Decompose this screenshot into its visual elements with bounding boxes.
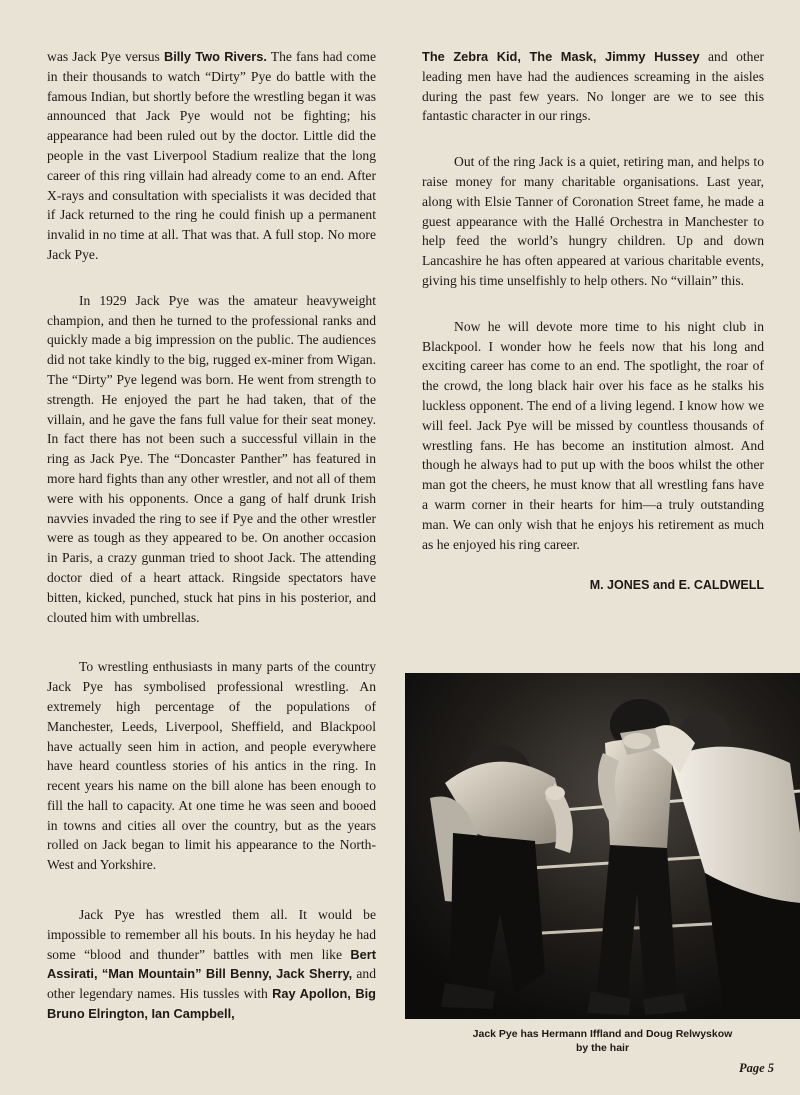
wrestling-photo [405, 673, 800, 1019]
article-paragraph-3: To wrestling enthusiasts in many parts of the country Jack Pye has symbolised professional wrestling. An extremely high percentage of the populations of Manchester, Leeds, Liverpool, Sheffield, and Blackpool have actually seen him in action, and people everywhere have heard countless stories of his antics in the ring. In recent years his name on the bill alone has been enough to fill the hall to capacity. At one time he was seen and booed in towns and cities all over the country, but as the years rolled on Jack began to limit his appearance to the North-West and Yorkshire. [47, 659, 376, 873]
photo-caption-line-2: by the hair [575, 1042, 630, 1054]
bold-name-text: Ray Apollon, Big Bruno Elrington, Ian Campbell, [47, 986, 376, 1022]
bold-name-text: The Zebra Kid, The Mask, Jimmy Hussey [422, 49, 700, 64]
article-paragraph-1: was Jack Pye versus Billy Two Rivers. The fans had come in their thousands to watch “Dirty” Pye do battle with the famous Indian, but shortly before the wrestling began it was announced that Jack Pye would not be fighting; his appearance had been ruled out by the doctor. Little did the people in the vast Liverpool Stadium realize that the long career of this ring villain had already come to an end. After X-rays and consultation with specialists it was decided that if Jack returned to the ring he could finish up a permanent invalid in no time at all. That was that. A full stop. No more Jack Pye. [47, 49, 376, 262]
left-column [47, 47, 376, 1024]
wrestling-photo-illustration [405, 673, 800, 1019]
photo-caption-line-1: Jack Pye has Hermann Iffland and Doug Relwyskow [472, 1028, 733, 1040]
article-paragraph-7: Now he will devote more time to his night club in Blackpool. I wonder how he feels now that his long and exciting career has come to an end. The spotlight, the roar of the crowd, the long black hair over his face as he stalks his luckless opponent. The end of a living legend. I know how we will feel. Jack Pye will be missed by countless thousands of wrestling fans. He has become an institution almost. And though he always had to put up with the boos whilst the other man got the cheers, he must know that all wrestling fans have a warm corner in their hearts for him—a truly outstanding man. We can only wish that he enjoys his retirement as much as he enjoyed his ring career. [422, 318, 764, 552]
page-number: Page 5 [738, 1061, 774, 1075]
article-paragraph-6: Out of the ring Jack is a quiet, retiring man, and helps to raise money for many charitable organisations. Last year, along with Elsie Tanner of Coronation Street fame, he made a guest appearance with the Hallé Orchestra in Manchester to help feed the world’s hungry children. Up and down Lancashire he has often appeared at various charitable events, giving his time unselfishly to help others. No “villain” this. [422, 154, 764, 288]
article-paragraph-2: In 1929 Jack Pye was the amateur heavyweight champion, and then he turned to the professional ranks and quickly made a big impression on the public. The audiences did not take kindly to the big, rugged ex-miner from Wigan. The “Dirty” Pye legend was born. He went from strength to strength. He enjoyed the part he had taken, that of the villain, and he gave the fans full value for their seat money. In fact there has not been such a successful villain in the ring as Jack Pye. The “Doncaster Panther” has featured in more hard fights than any other wrestler, and not all of them were with his opponents. Once a gang of half drunk Irish navvies invaded the ring to see if Pye and the other wrestler were as tough as they appeared to be. On another occasion in Paris, a crazy gunman tried to shoot Jack. The attending doctor died of a heart attack. Ringside spectators have bitten, kicked, punched, stuck hat pins in his posterior, and clouted him with umbrellas. [47, 292, 376, 625]
right-column [422, 47, 764, 596]
author-byline: M. JONES and E. CALDWELL [589, 578, 764, 593]
photo-caption [405, 1027, 800, 1055]
bold-name-text: Billy Two Rivers. [163, 49, 267, 64]
article-paragraph-5: The Zebra Kid, The Mask, Jimmy Hussey and other leading men have had the audiences screaming in the aisles during the past few years. No longer are we to see this fantastic character in our rings. [422, 49, 764, 124]
bold-name-text: Bert Assirati, “Man Mountain” Bill Benny, Jack Sherry, [47, 946, 376, 982]
article-paragraph-4: Jack Pye has wrestled them all. It would be impossible to remember all his bouts. In his heyday he had some “blood and thunder” battles with men like Bert Assirati, “Man Mountain” Bill Benny, Jack Sherry, and other legendary names. His tussles with Ray Apollon, Big Bruno Elrington, Ian Campbell, [47, 907, 377, 1022]
